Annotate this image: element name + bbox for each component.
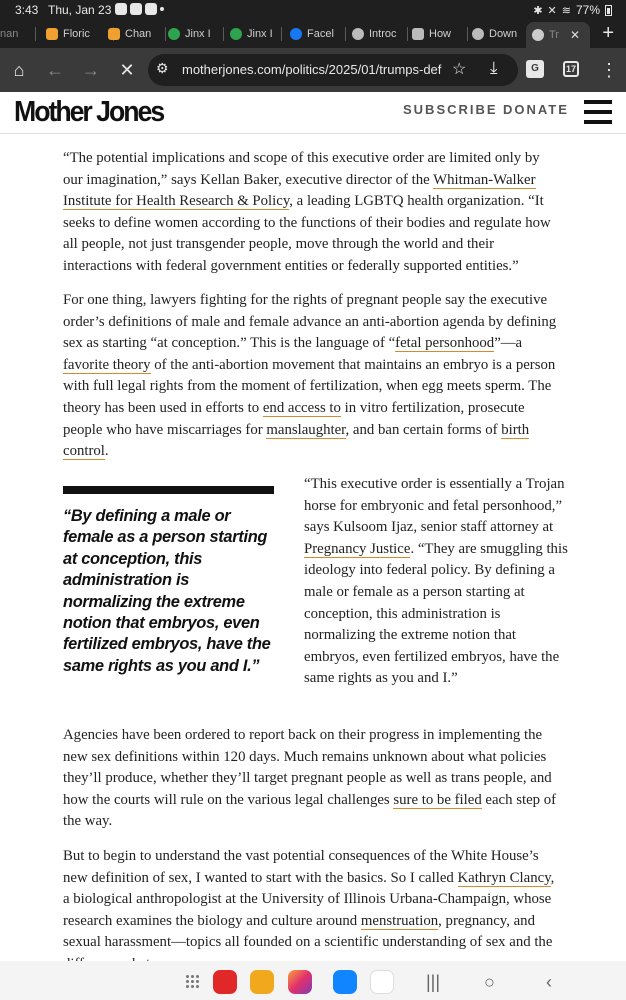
tab-label: How [429, 28, 452, 40]
mute-icon: ✕ [547, 4, 557, 17]
wifi-icon: ≋ [561, 4, 571, 17]
tab-favicon-icon [46, 28, 58, 40]
manslaughter-link[interactable]: manslaughter [266, 421, 346, 438]
url-text[interactable]: motherjones.com/politics/2025/01/trumps-def [182, 62, 442, 77]
kathryn-clancy-link[interactable]: Kathryn Clancy [457, 869, 551, 886]
tab-label: Jinx I [247, 28, 273, 40]
article-paragraph-1: “The potential implications and scope of this executive order are limited only by our imagination,” says Kellan Baker, executive director of the Whitman-Walker Institute for Health Research & Policy, a leading LGBTQ health organization. “It seeks to define women according to the functions of their bodies and regulate how all people, not just transgender people, move through the world and their interactions with federal government entities or federally supported entities.” [63, 150, 551, 274]
article-paragraph-2: For one thing, lawyers fighting for the rights of pregnant people say the executive order’s definitions of male and female advance an anti-abortion agenda by defining sex as starting “at conception.” This is the language of “fetal personhood”—a favorite theory of the anti-abortion movement that maintains an embryo is a person with full legal rights from the moment of fertilization, when egg meets sperm. The theory has been used in efforts to end access to in vitro fertilization, prosecute people who have miscarriages for manslaughter, and ban certain forms of birth control. [63, 292, 557, 460]
overflow-menu-icon[interactable]: ⋮ [600, 60, 618, 80]
tab-favicon-icon [168, 28, 180, 40]
tab-label: Floric [63, 28, 90, 40]
tab-label: Down [489, 28, 518, 40]
site-header [0, 92, 626, 134]
birth-control-link[interactable]: birth control [63, 421, 530, 460]
sure-to-be-filed-link[interactable]: sure to be filed [393, 791, 482, 808]
hamburger-menu-icon[interactable] [584, 100, 612, 124]
address-bar[interactable] [148, 54, 518, 86]
battery-icon [605, 5, 612, 16]
browser-tab-strip [0, 20, 626, 48]
end-access-link[interactable]: end access to [262, 399, 341, 416]
back-button[interactable]: ‹ [546, 972, 552, 992]
donate-link[interactable]: DONATE [503, 102, 569, 117]
play-icon [145, 3, 157, 15]
tab-4[interactable] [230, 25, 282, 43]
system-nav-bar [0, 961, 626, 1000]
favorite-theory-link[interactable]: favorite theory [63, 356, 151, 373]
bluetooth-icon: ✱ [533, 4, 543, 17]
tab-3[interactable] [168, 25, 224, 43]
tab-favicon-icon [532, 29, 544, 41]
download-icon[interactable]: ⤓ [490, 58, 498, 77]
pull-quote-rule [63, 486, 274, 494]
tab-8[interactable] [472, 25, 524, 43]
tab-switcher-button[interactable]: 17 [563, 61, 579, 77]
close-tab-icon[interactable]: ✕ [569, 28, 581, 42]
subscribe-link[interactable]: SUBSCRIBE [403, 102, 498, 117]
tab-2[interactable] [108, 25, 166, 43]
pull-quote: “By defining a male or female as a person starting at conception, this administration is normalizing the extreme notion that embryos, even fertilized embryos, have the same rights as you and I.” [63, 507, 271, 675]
gmail-app-icon[interactable] [370, 970, 394, 994]
browser-toolbar [0, 48, 626, 92]
tab-label: Chan [125, 28, 152, 40]
status-date: Thu, Jan 23 [48, 3, 112, 17]
news-icon [130, 3, 142, 15]
tab-favicon-icon [230, 28, 242, 40]
new-tab-button[interactable]: + [602, 22, 614, 44]
article-body [0, 134, 626, 961]
instagram-app-icon[interactable] [288, 970, 312, 994]
menstruation-link[interactable]: menstruation [360, 912, 439, 929]
home-button[interactable]: ○ [484, 972, 495, 992]
facebook-icon [290, 28, 302, 40]
tab-favicon-icon [352, 28, 364, 40]
tab-label: Facel [307, 28, 334, 40]
article-paragraph-5: But to begin to understand the vast potential consequences of the White House’s new definition of sex, I wanted to start with the basics. So I called Kathryn Clancy, a biological anthropologist at the University of Illinois Urbana-Champaign, whose research examines the biology and culture around menstruation, pregnancy, and sexual harassment—topics all founded on a scientific understanding of sex and the [63, 848, 555, 951]
whitman-walker-link[interactable]: Whitman-Walker Institute for Health Research & Policy [63, 171, 536, 210]
notification-icons [115, 3, 164, 15]
system-icons [533, 3, 612, 17]
site-logo[interactable]: Mother Jones [14, 96, 164, 128]
tab-5[interactable] [290, 25, 346, 43]
bookmark-star-icon[interactable]: ☆ [452, 61, 467, 78]
forward-icon[interactable]: → [82, 60, 100, 80]
status-bar [0, 0, 626, 20]
tab-favicon-icon [412, 28, 424, 40]
tab-label: Jinx I [185, 28, 211, 40]
pregnancy-justice-link[interactable]: Pregnancy Justice [304, 540, 411, 557]
fetal-personhood-link[interactable]: fetal personhood [395, 335, 495, 352]
site-settings-icon[interactable]: ⚙ [156, 60, 169, 76]
stop-loading-icon[interactable]: ✕ [119, 60, 135, 80]
more-dot-icon [160, 7, 164, 11]
tab-label: Introc [369, 28, 397, 40]
status-time: 3:43 [15, 3, 39, 17]
home-icon[interactable]: ⌂ [13, 60, 25, 80]
tab-7[interactable] [412, 25, 468, 43]
battery-level: 77% [575, 3, 600, 17]
tab-partial[interactable]: nan [0, 25, 36, 43]
tab-active[interactable] [526, 22, 590, 48]
back-icon[interactable]: ← [46, 60, 64, 80]
tab-1[interactable] [46, 25, 114, 43]
bluesky-app-icon[interactable] [333, 970, 357, 994]
article-paragraph-3: “This executive order is essentially a Trojan horse for embryonic and fetal personhood,” says Kulsoom Ijaz, senior staff attorney at Pregnancy Justice. “They are smuggling this ideology into federal policy. By defining a male or female as a person starting at conception, this administration is normalizing the extreme notion that embryos, even fertilized embryos, have the same rights as you and I.” [304, 476, 568, 687]
app-drawer-icon[interactable] [186, 975, 200, 989]
translate-icon[interactable]: G [526, 60, 544, 78]
tab-label: Tr [549, 29, 559, 41]
tab-favicon-icon [108, 28, 120, 40]
files-app-icon[interactable] [250, 970, 274, 994]
recents-button[interactable]: ||| [426, 972, 441, 992]
tab-6[interactable] [352, 25, 408, 43]
whatsapp-icon [115, 3, 127, 15]
flipboard-app-icon[interactable] [213, 970, 237, 994]
article-paragraph-4: Agencies have been ordered to report back on their progress in implementing the new sex definitions within 120 days. Much remains unknown about what policies they’ll produce, whether they’ll target pregnant people as well as trans people, and how the courts will rule on the various legal challenges sure to be filed each step of the way. [63, 727, 557, 830]
tab-favicon-icon [472, 28, 484, 40]
